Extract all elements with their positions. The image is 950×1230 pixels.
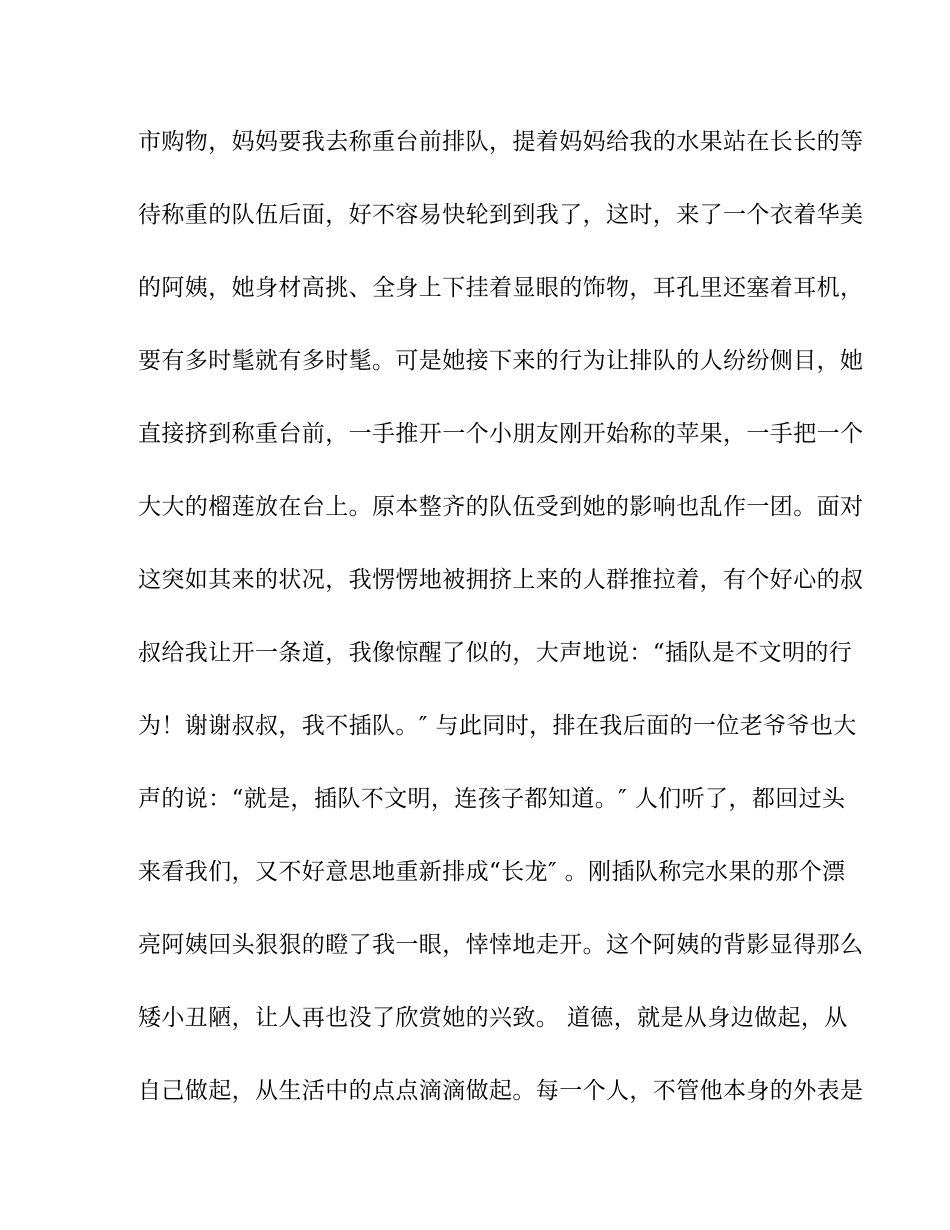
text-line: 为！谢谢叔叔，我不插队。″ 与此同时，排在我后面的一位老爷爷也大 <box>138 713 857 739</box>
text-line: 大大的榴莲放在台上。原本整齐的队伍受到她的影响也乱作一团。面对 <box>138 494 864 520</box>
text-line: 这突如其来的状况，我愣愣地被拥挤上来的人群推拉着，有个好心的叔 <box>138 567 864 593</box>
text-line: 自己做起，从生活中的点点滴滴做起。每一个人，不管他本身的外表是 <box>138 1078 864 1104</box>
text-line: 矮小丑陋，让人再也没了欣赏她的兴致。 道德，就是从身边做起，从 <box>138 1005 848 1031</box>
text-line: 待称重的队伍后面，好不容易快轮到到我了，这时，来了一个衣着华美 <box>138 202 864 228</box>
text-line: 来看我们，又不好意思地重新排成“长龙″ 。刚插队称完水果的那个漂 <box>138 859 846 885</box>
text-line: 的阿姨，她身材高挑、全身上下挂着显眼的饰物，耳孔里还塞着耳机， <box>138 275 864 301</box>
text-line: 直接挤到称重台前，一手推开一个小朋友刚开始称的苹果，一手把一个 <box>138 421 864 447</box>
text-line: 市购物，妈妈要我去称重台前排队，提着妈妈给我的水果站在长长的等 <box>138 129 864 155</box>
text-line: 亮阿姨回头狠狠的瞪了我一眼，悻悻地走开。这个阿姨的背影显得那么 <box>138 932 864 958</box>
text-line: 叔给我让开一条道，我像惊醒了似的，大声地说：“插队是不文明的行 <box>138 640 853 666</box>
essay-text <box>138 122 864 1144</box>
text-line: 声的说：“就是，插队不文明，连孩子都知道。″ 人们听了，都回过头 <box>138 786 846 812</box>
text-line: 要有多时髦就有多时髦。可是她接下来的行为让排队的人纷纷侧目，她 <box>138 348 864 374</box>
